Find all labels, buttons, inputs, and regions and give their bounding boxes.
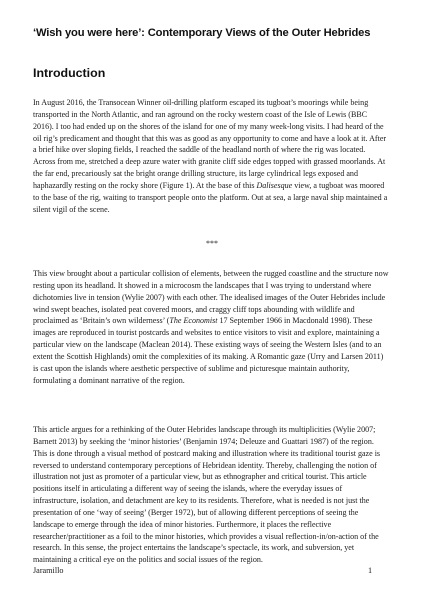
paragraph-1-italic: Dalisesque: [256, 180, 293, 190]
paragraph-3: This article argues for a rethinking of the Outer Hebrides landscape through its multiplicities (Wylie 2007; Barnett 2013) by seeking the ‘minor histories’ (Benjamin 1974; Deleuze and Guattari 1987) of the region. This is done through a visual method of postcard making and illustration where its traditional tourist gaze is reversed to understand contemporary perceptions of Hebridean identity. Thereby, challenging the notion of illustration not just as promoter of a particular view, but as ethnographer and critical tourist. This article positions itself in articulating a different way of seeing the islands, where the everyday issues of infrastructure, isolation, and detachment are key to its residents. Therefore, what is needed is not just the presentation of one ‘way of seeing’ (Berger 1972), but of allowing different perceptions of seeing the landscape to emerge through the idea of minor histories. Furthermore, it places the reflective researcher/practitioner as a foil to the minor histories, which provides a visual reflection-in/on-action of the research. In this sense, the project entertains the landscape’s spectacle, its work, and subversion, yet maintaining a critical eye on the politics and social issues of the region.: [33, 425, 381, 565]
footer-page-number: 1: [368, 566, 373, 575]
paragraph-1-text-b: view, a tugboat was moored to the base of the rig, waiting to transport people onto the platform. Out at sea, a large naval ship maintained a silent vigil of the scene.: [33, 180, 388, 214]
paragraph-2: [33, 268, 389, 386]
paragraph-2-text-a: This view brought about a particular collision of elements, between the rugged coastline and the structure now resting upon its headland. It showed in a microcosm the landscapes that I was trying to understand where dichotomies live in tension (Wylie 2007) with each other. The idealised images of the Outer Hebrides include wind swept beaches, isolated peat covered moors, and craggy cliff tops abounding with wildlife and proclaimed as ‘Britain’s own wilderness’ (: [33, 269, 389, 326]
paragraph-1-text-a: In August 2016, the Transocean Winner oil-drilling platform escaped its tugboat’s moorings while being transported in the North Atlantic, and ran aground on the rocky western coast of the Isle of Lewis (BBC 2016). I too had ended up on the shores of the island for one of my many week-long visits. I had heard of the oil rig’s predicament and thought that this was as good as any opportunity to come and have a look at it. After a brief hike over sloping fields, I reached the saddle of the headland north of where the rig was located. Across from me, stretched a deep azure water with granite cliff side edges topped with grassed moorlands. At the far end, precariously sat the bright orange drilling structure, its large cylindrical legs exposed and haphazardly resting on the rocky shore (Figure 1). At the base of this: [33, 98, 387, 190]
paragraph-2-italic: The Economist: [169, 316, 218, 326]
article-title: ‘Wish you were here’: Contemporary Views of the Outer Hebrides: [33, 27, 371, 39]
paragraph-2-text-b: 17 September 1966 in Macdonald 1998). These images are reproduced in tourist postcards and websites to entice visitors to visit and explore, maintaining a particular view on the landscape (Maclean 2014). These existing ways of seeing the Western Isles (and to an extent the Scottish Highlands) omit the complexities of its making. A Romantic gaze (Urry and Larsen 2011) is cast upon the islands where aesthetic perspective of sublime and picturesque maintain authority, formulating a dominant narrative of the region.: [33, 316, 384, 385]
section-heading: Introduction: [33, 66, 106, 80]
footer-author: Jaramillo: [33, 566, 64, 575]
section-separator: ***: [206, 239, 218, 248]
paragraph-1: [33, 97, 389, 215]
